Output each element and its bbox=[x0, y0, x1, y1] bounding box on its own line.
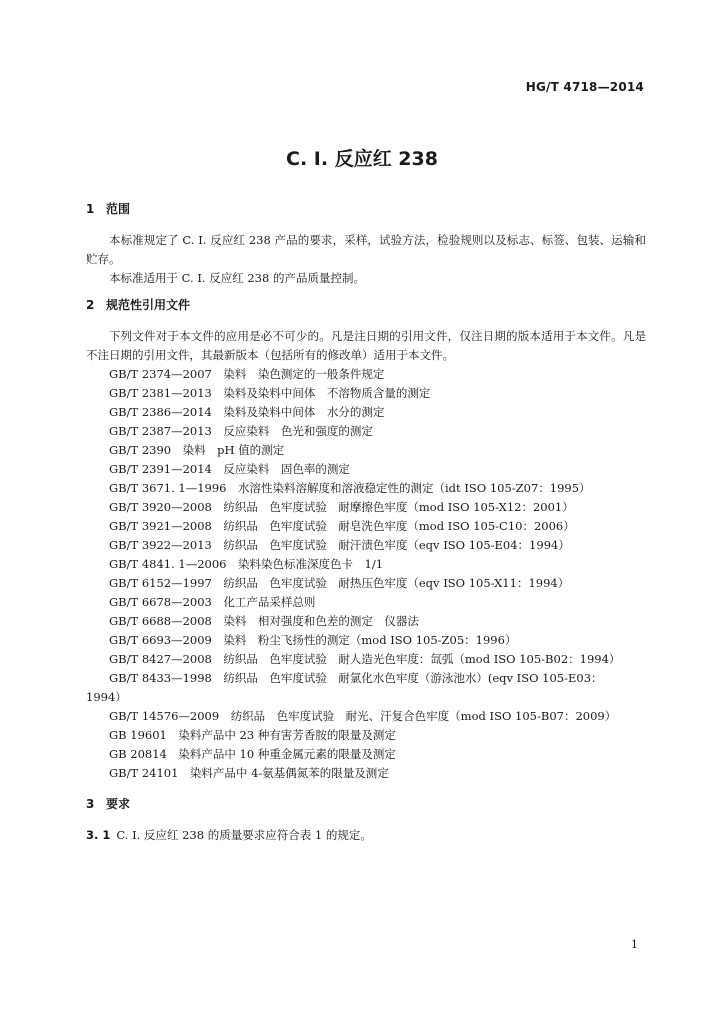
reference-list bbox=[86, 365, 646, 783]
clause-number: 3. 1 bbox=[86, 828, 111, 842]
scope-paragraph-2: 本标准适用于 C. I. 反应红 238 的产品质量控制。 bbox=[109, 271, 365, 285]
reference-item: GB 19601 染料产品中 23 种有害芳香胺的限量及测定 bbox=[109, 728, 396, 742]
reference-item: GB/T 2390 染料 pH 值的测定 bbox=[109, 443, 285, 457]
reference-item: GB/T 3920—2008 纺织品 色牢度试验 耐摩擦色牢度（mod ISO 105-X12：2001） bbox=[109, 500, 574, 514]
reference-item: GB/T 4841. 1—2006 染料染色标准深度色卡 1/1 bbox=[109, 557, 384, 571]
section-heading-requirements bbox=[86, 795, 646, 814]
reference-item: GB/T 6678—2003 化工产品采样总则 bbox=[109, 595, 316, 609]
scope-paragraph-1: 本标准规定了 C. I. 反应红 238 产品的要求，采样，试验方法，检验规则以及标志、标签、包装、运输和贮存。 bbox=[86, 233, 646, 266]
document-body bbox=[86, 200, 646, 845]
reference-item-wrapped: GB/T 8433—1998 纺织品 色牢度试验 耐氯化水色牢度（游泳池水）(eqv ISO 105-E03： bbox=[109, 671, 603, 685]
reference-item: GB/T 2381—2013 染料及染料中间体 不溶物质含量的测定 bbox=[109, 386, 431, 400]
reference-item: GB/T 3922—2013 纺织品 色牢度试验 耐汗渍色牢度（eqv ISO 105-E04：1994） bbox=[109, 538, 570, 552]
reference-wrap-tail: 1994） bbox=[86, 690, 127, 704]
clause-3-1 bbox=[86, 826, 646, 845]
reference-item: GB/T 2386—2014 染料及染料中间体 水分的测定 bbox=[109, 405, 385, 419]
section-title: 规范性引用文件 bbox=[106, 298, 191, 312]
reference-item: GB/T 2387—2013 反应染料 色光和强度的测定 bbox=[109, 424, 373, 438]
section-title: 要求 bbox=[106, 797, 131, 811]
reference-item: GB/T 8427—2008 纺织品 色牢度试验 耐人造光色牢度：氙弧（mod ISO 105-B02：1994） bbox=[109, 652, 621, 666]
standard-number: HG/T 4718—2014 bbox=[525, 80, 644, 94]
reference-item: GB/T 6693—2009 染料 粉尘飞扬性的测定（mod ISO 105-Z05：1996） bbox=[109, 633, 517, 647]
reference-item: GB/T 24101 染料产品中 4-氨基偶氮苯的限量及测定 bbox=[109, 766, 389, 780]
section-heading-scope bbox=[86, 200, 646, 219]
reference-item: GB/T 2391—2014 反应染料 固色率的测定 bbox=[109, 462, 350, 476]
section-title: 范围 bbox=[106, 202, 131, 216]
section-number: 1 bbox=[86, 202, 95, 216]
section-heading-references bbox=[86, 296, 646, 315]
document-title: C. I. 反应红 238 bbox=[286, 148, 438, 170]
reference-item-wrapped-tail bbox=[86, 688, 646, 707]
section-number: 2 bbox=[86, 298, 95, 312]
reference-item: GB/T 3921—2008 纺织品 色牢度试验 耐皂洗色牢度（mod ISO 105-C10：2006） bbox=[109, 519, 575, 533]
reference-item: GB/T 14576—2009 纺织品 色牢度试验 耐光、汗复合色牢度（mod ISO 105-B07：2009） bbox=[109, 709, 617, 723]
reference-item: GB/T 2374—2007 染料 染色测定的一般条件规定 bbox=[109, 367, 385, 381]
clause-text: C. I. 反应红 238 的质量要求应符合表 1 的规定。 bbox=[116, 828, 372, 842]
reference-item: GB/T 6152—1997 纺织品 色牢度试验 耐热压色牢度（eqv ISO 105-X11：1994） bbox=[109, 576, 570, 590]
reference-item: GB 20814 染料产品中 10 种重金属元素的限量及测定 bbox=[109, 747, 396, 761]
references-intro: 下列文件对于本文件的应用是必不可少的。凡是注日期的引用文件，仅注日期的版本适用于本文件。凡是不注日期的引用文件，其最新版本（包括所有的修改单）适用于本文件。 bbox=[86, 329, 646, 362]
page-number: 1 bbox=[631, 938, 638, 951]
reference-item: GB/T 3671. 1—1996 水溶性染料溶解度和溶液稳定性的测定（idt ISO 105-Z07：1995） bbox=[109, 481, 591, 495]
reference-item: GB/T 6688—2008 染料 相对强度和色差的测定 仪器法 bbox=[109, 614, 419, 628]
section-number: 3 bbox=[86, 797, 95, 811]
